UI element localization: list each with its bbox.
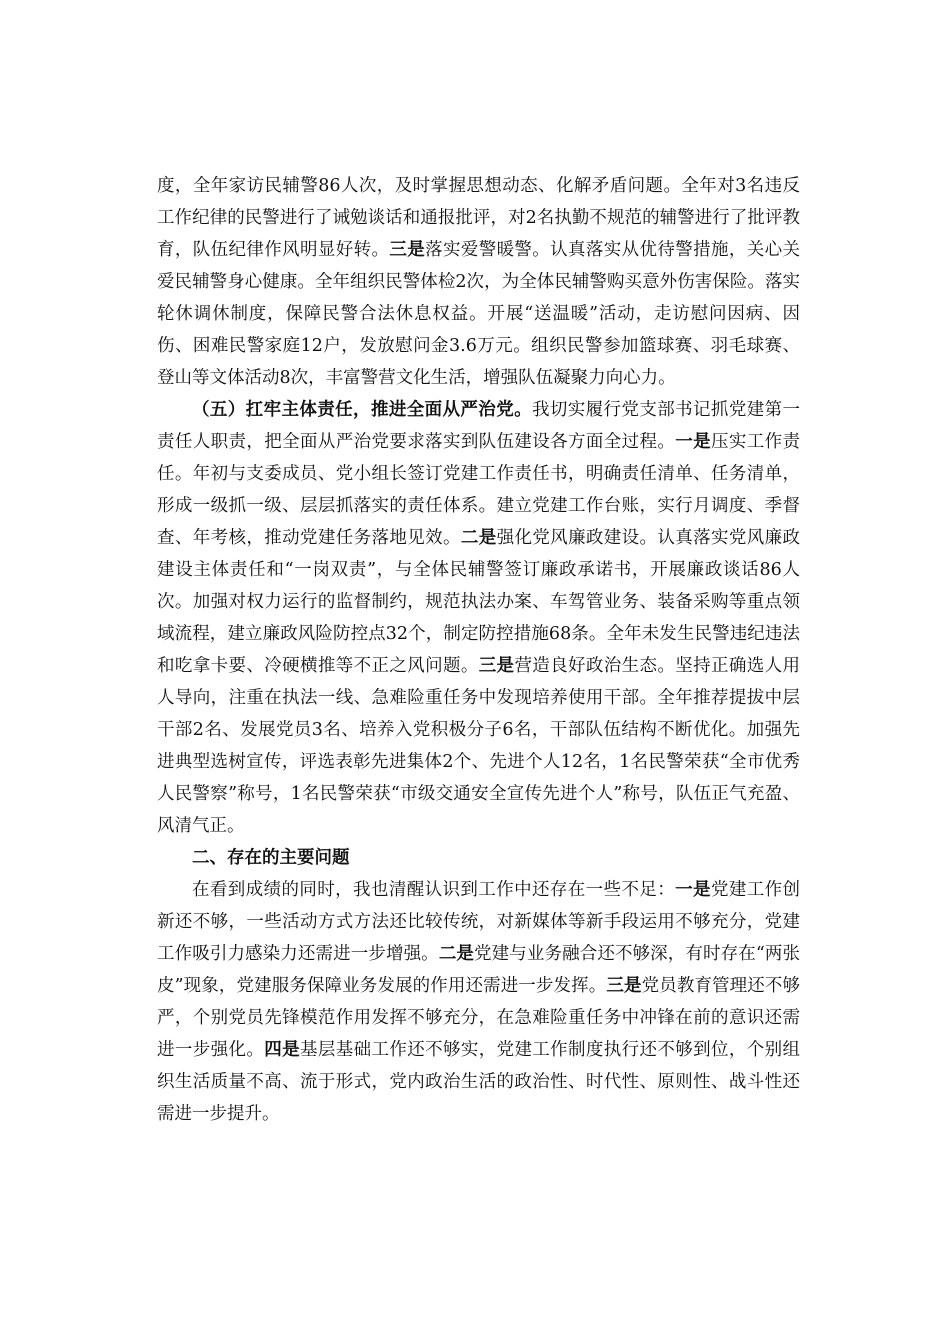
paragraph-party-responsibility — [157, 394, 800, 842]
document-body — [157, 170, 800, 1130]
paragraph-problems — [157, 874, 800, 1130]
text-run: 在看到成绩的同时，我也清醒认识到工作中还存在一些不足： — [192, 880, 676, 900]
bold-run: 一是 — [675, 432, 712, 452]
bold-run: （五）扛牢主体责任，推进全面从严治党。 — [192, 400, 532, 420]
bold-run: 一是 — [675, 880, 711, 900]
paragraph-team-care — [157, 170, 800, 394]
text-run: 党建与业务融合还不够深，有时存在“两张皮”现象，党建服务保障业务发展的作用还需进一步发挥。 — [157, 944, 801, 996]
text-run: 强化党风廉政建设。认真落实党风廉政建设主体责任和“一岗双责”，与全体民辅警签订廉政承诺书，开展廉政谈话86人次。加强对权力运行的监督制约，规范执法办案、车驾管业务、装备采购等重点领域流程，建立廉政风险防控点32个，制定防控措施68条。全年未发生民警违纪违法和吃拿卡要、冷硬横推等不正之风问题。 — [157, 528, 801, 676]
text-run: 基层基础工作还不够实，党建工作制度执行还不够到位，个别组织生活质量不高、流于形式，党内政治生活的政治性、时代性、原则性、战斗性还需进一步提升。 — [157, 1040, 801, 1124]
text-run: 我切实履行党支部书记抓党建第一责任人职责，把全面从严治党要求落实到队伍建设各方面全过程。 — [157, 400, 800, 452]
bold-run: 三是 — [478, 656, 515, 676]
text-run: 营造良好政治生态。坚持正确选人用人导向，注重在执法一线、急难险重任务中发现培养使用干部。全年推荐提拔中层干部2名、发展党员3名、培养入党积极分子6名，干部队伍结构不断优化。加强先进典型选树宣传，评选表彰先进集体2个、先进个人12名，1名民警荣获“全市优秀人民警察”称号，1名民警荣获“市级交通安全宣传先进个人”称号，队伍正气充盈、风清气正。 — [157, 656, 801, 836]
bold-run: 四是 — [264, 1040, 300, 1060]
text-run: 党员教育管理还不够严，个别党员先锋模范作用发挥不够充分，在急难险重任务中冲锋在前的意识还需进一步强化。 — [157, 976, 801, 1060]
text-run: 压实工作责任。年初与支委成员、党小组长签订党建工作责任书，明确责任清单、任务清单，形成一级抓一级、层层抓落实的责任体系。建立党建工作台账，实行月调度、季督查、年考核，推动党建任务落地见效。 — [157, 432, 801, 548]
bold-run: 三是 — [389, 240, 426, 260]
text-run: 落实爱警暖警。认真落实从优待警措施，关心关爱民辅警身心健康。全年组织民警体检2次，为全体民辅警购买意外伤害保险。落实轮休调休制度，保障民警合法休息权益。开展“送温暖”活动，走访慰问因病、因伤、困难民警家庭12户，发放慰问金3.6万元。组织民警参加篮球赛、羽毛球赛、登山等文体活动8次，丰富警营文化生活，增强队伍凝聚力向心力。 — [157, 240, 801, 388]
bold-run: 三是 — [606, 976, 642, 996]
bold-run: 二是 — [460, 528, 497, 548]
section-heading: 二、存在的主要问题 — [192, 848, 350, 868]
bold-run: 二是 — [438, 944, 475, 964]
text-run: 党建工作创新还不够，一些活动方式方法还比较传统，对新媒体等新手段运用不够充分，党建工作吸引力感染力还需进一步增强。 — [157, 880, 801, 964]
text-run: 度，全年家访民辅警86人次，及时掌握思想动态、化解矛盾问题。全年对3名违反工作纪律的民警进行了诫勉谈话和通报批评，对2名执勤不规范的辅警进行了批评教育，队伍纪律作风明显好转。 — [157, 176, 800, 260]
